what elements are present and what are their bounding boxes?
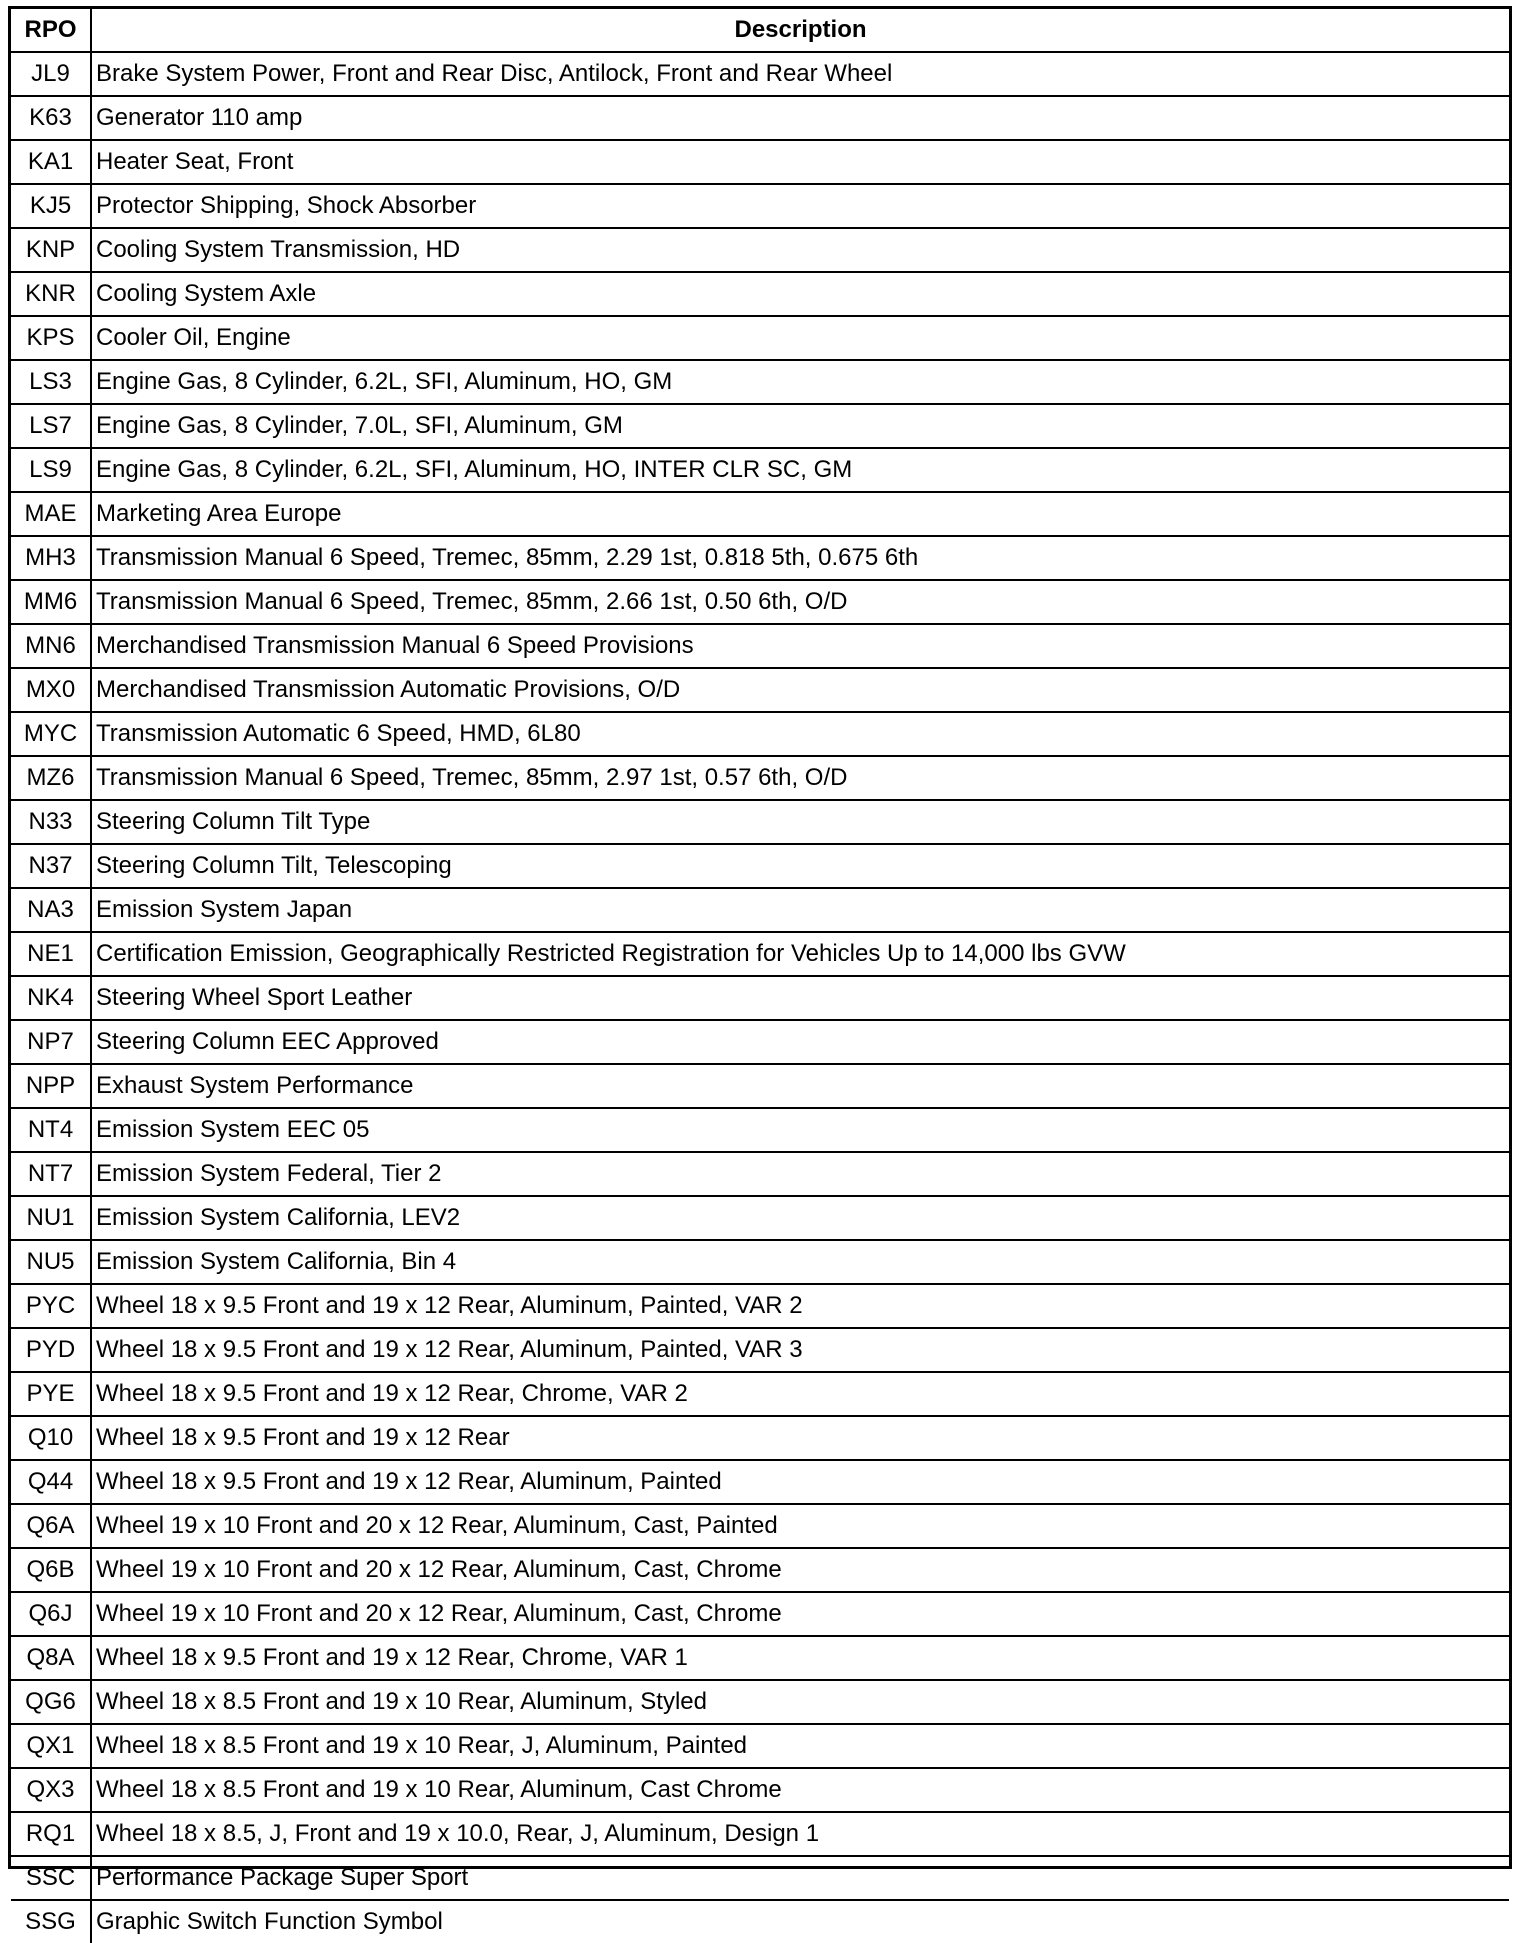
- table-row: [11, 624, 1509, 668]
- table-header-row: [11, 9, 1509, 52]
- rpo-code-cell: NE1: [11, 932, 91, 976]
- rpo-code-cell: NT7: [11, 1152, 91, 1196]
- rpo-code-cell: Q44: [11, 1460, 91, 1504]
- table-row: [11, 1636, 1509, 1680]
- description-cell: Wheel 18 x 8.5 Front and 19 x 10 Rear, J, Aluminum, Painted: [91, 1724, 1509, 1768]
- rpo-code-cell: QX3: [11, 1768, 91, 1812]
- table-row: [11, 932, 1509, 976]
- description-cell: Wheel 19 x 10 Front and 20 x 12 Rear, Aluminum, Cast, Painted: [91, 1504, 1509, 1548]
- description-cell: Transmission Manual 6 Speed, Tremec, 85mm, 2.29 1st, 0.818 5th, 0.675 6th: [91, 536, 1509, 580]
- rpo-code-cell: N37: [11, 844, 91, 888]
- rpo-code-cell: KNR: [11, 272, 91, 316]
- rpo-code-cell: SSG: [11, 1900, 91, 1943]
- description-cell: Emission System California, LEV2: [91, 1196, 1509, 1240]
- description-cell: Engine Gas, 8 Cylinder, 7.0L, SFI, Aluminum, GM: [91, 404, 1509, 448]
- description-cell: Transmission Automatic 6 Speed, HMD, 6L80: [91, 712, 1509, 756]
- table-row: [11, 1856, 1509, 1900]
- rpo-code-table: [11, 9, 1509, 1943]
- description-cell: Wheel 18 x 9.5 Front and 19 x 12 Rear, Chrome, VAR 1: [91, 1636, 1509, 1680]
- table-row: [11, 712, 1509, 756]
- table-row: [11, 1768, 1509, 1812]
- description-cell: Emission System EEC 05: [91, 1108, 1509, 1152]
- table-row: [11, 1064, 1509, 1108]
- description-cell: Wheel 19 x 10 Front and 20 x 12 Rear, Aluminum, Cast, Chrome: [91, 1548, 1509, 1592]
- description-cell: Brake System Power, Front and Rear Disc, Antilock, Front and Rear Wheel: [91, 52, 1509, 96]
- table-row: [11, 1196, 1509, 1240]
- rpo-code-cell: KPS: [11, 316, 91, 360]
- table-body: [11, 52, 1509, 1943]
- table-row: [11, 800, 1509, 844]
- description-cell: Wheel 18 x 9.5 Front and 19 x 12 Rear, Aluminum, Painted, VAR 3: [91, 1328, 1509, 1372]
- rpo-table: [8, 6, 1512, 1935]
- rpo-code-cell: PYD: [11, 1328, 91, 1372]
- rpo-code-cell: NK4: [11, 976, 91, 1020]
- rpo-code-cell: MZ6: [11, 756, 91, 800]
- description-cell: Wheel 18 x 8.5 Front and 19 x 10 Rear, Aluminum, Styled: [91, 1680, 1509, 1724]
- table-row: [11, 1680, 1509, 1724]
- description-cell: Transmission Manual 6 Speed, Tremec, 85mm, 2.66 1st, 0.50 6th, O/D: [91, 580, 1509, 624]
- rpo-code-cell: MYC: [11, 712, 91, 756]
- rpo-code-cell: NU1: [11, 1196, 91, 1240]
- table-row: [11, 52, 1509, 96]
- rpo-code-cell: NU5: [11, 1240, 91, 1284]
- table-row: [11, 1328, 1509, 1372]
- rpo-code-cell: LS3: [11, 360, 91, 404]
- rpo-code-cell: MH3: [11, 536, 91, 580]
- table-row: [11, 1240, 1509, 1284]
- table-row: [11, 1592, 1509, 1636]
- rpo-code-cell: K63: [11, 96, 91, 140]
- table-row: [11, 184, 1509, 228]
- description-cell: Emission System Japan: [91, 888, 1509, 932]
- description-cell: Steering Column Tilt, Telescoping: [91, 844, 1509, 888]
- table-row: [11, 360, 1509, 404]
- rpo-code-cell: N33: [11, 800, 91, 844]
- table-row: [11, 580, 1509, 624]
- description-cell: Cooling System Axle: [91, 272, 1509, 316]
- description-cell: Heater Seat, Front: [91, 140, 1509, 184]
- description-cell: Wheel 18 x 9.5 Front and 19 x 12 Rear, Chrome, VAR 2: [91, 1372, 1509, 1416]
- rpo-code-cell: KNP: [11, 228, 91, 272]
- rpo-code-cell: Q6J: [11, 1592, 91, 1636]
- rpo-code-cell: MM6: [11, 580, 91, 624]
- table-row: [11, 1724, 1509, 1768]
- description-cell: Wheel 18 x 9.5 Front and 19 x 12 Rear: [91, 1416, 1509, 1460]
- description-cell: Merchandised Transmission Automatic Provisions, O/D: [91, 668, 1509, 712]
- table-row: [11, 1152, 1509, 1196]
- description-cell: Steering Column Tilt Type: [91, 800, 1509, 844]
- description-cell: Performance Package Super Sport: [91, 1856, 1509, 1900]
- description-cell: Wheel 19 x 10 Front and 20 x 12 Rear, Aluminum, Cast, Chrome: [91, 1592, 1509, 1636]
- table-row: [11, 492, 1509, 536]
- rpo-code-cell: JL9: [11, 52, 91, 96]
- description-cell: Cooler Oil, Engine: [91, 316, 1509, 360]
- description-column-header: Description: [91, 9, 1509, 52]
- rpo-code-cell: LS9: [11, 448, 91, 492]
- table-row: [11, 976, 1509, 1020]
- table-row: [11, 1504, 1509, 1548]
- table-row: [11, 1548, 1509, 1592]
- rpo-code-cell: QX1: [11, 1724, 91, 1768]
- description-cell: Certification Emission, Geographically Restricted Registration for Vehicles Up to 14,000 lbs GVW: [91, 932, 1509, 976]
- description-cell: Engine Gas, 8 Cylinder, 6.2L, SFI, Aluminum, HO, GM: [91, 360, 1509, 404]
- table-row: [11, 536, 1509, 580]
- description-cell: Wheel 18 x 8.5, J, Front and 19 x 10.0, Rear, J, Aluminum, Design 1: [91, 1812, 1509, 1856]
- table-row: [11, 1284, 1509, 1328]
- table-row: [11, 1020, 1509, 1064]
- table-row: [11, 888, 1509, 932]
- table-row: [11, 1812, 1509, 1856]
- description-cell: Protector Shipping, Shock Absorber: [91, 184, 1509, 228]
- description-cell: Wheel 18 x 9.5 Front and 19 x 12 Rear, Aluminum, Painted, VAR 2: [91, 1284, 1509, 1328]
- table-row: [11, 1108, 1509, 1152]
- rpo-code-cell: PYE: [11, 1372, 91, 1416]
- rpo-code-cell: MX0: [11, 668, 91, 712]
- rpo-code-cell: Q10: [11, 1416, 91, 1460]
- rpo-code-cell: QG6: [11, 1680, 91, 1724]
- rpo-code-cell: SSC: [11, 1856, 91, 1900]
- table-row: [11, 140, 1509, 184]
- rpo-code-cell: NT4: [11, 1108, 91, 1152]
- table-row: [11, 844, 1509, 888]
- rpo-code-cell: NPP: [11, 1064, 91, 1108]
- table-row: [11, 448, 1509, 492]
- rpo-code-cell: Q6B: [11, 1548, 91, 1592]
- rpo-code-cell: NA3: [11, 888, 91, 932]
- table-row: [11, 1900, 1509, 1943]
- description-cell: Graphic Switch Function Symbol: [91, 1900, 1509, 1943]
- description-cell: Generator 110 amp: [91, 96, 1509, 140]
- rpo-code-cell: NP7: [11, 1020, 91, 1064]
- table-row: [11, 316, 1509, 360]
- description-cell: Emission System Federal, Tier 2: [91, 1152, 1509, 1196]
- description-cell: Engine Gas, 8 Cylinder, 6.2L, SFI, Aluminum, HO, INTER CLR SC, GM: [91, 448, 1509, 492]
- table-row: [11, 96, 1509, 140]
- description-cell: Steering Column EEC Approved: [91, 1020, 1509, 1064]
- table-row: [11, 404, 1509, 448]
- rpo-code-cell: Q8A: [11, 1636, 91, 1680]
- table-row: [11, 668, 1509, 712]
- description-cell: Marketing Area Europe: [91, 492, 1509, 536]
- table-row: [11, 272, 1509, 316]
- table-row: [11, 228, 1509, 272]
- description-cell: Steering Wheel Sport Leather: [91, 976, 1509, 1020]
- description-cell: Wheel 18 x 9.5 Front and 19 x 12 Rear, Aluminum, Painted: [91, 1460, 1509, 1504]
- rpo-code-cell: KJ5: [11, 184, 91, 228]
- rpo-code-cell: LS7: [11, 404, 91, 448]
- rpo-code-cell: MN6: [11, 624, 91, 668]
- description-cell: Emission System California, Bin 4: [91, 1240, 1509, 1284]
- rpo-code-cell: PYC: [11, 1284, 91, 1328]
- description-cell: Transmission Manual 6 Speed, Tremec, 85mm, 2.97 1st, 0.57 6th, O/D: [91, 756, 1509, 800]
- table-row: [11, 1416, 1509, 1460]
- description-cell: Merchandised Transmission Manual 6 Speed Provisions: [91, 624, 1509, 668]
- table-row: [11, 1372, 1509, 1416]
- description-cell: Wheel 18 x 8.5 Front and 19 x 10 Rear, Aluminum, Cast Chrome: [91, 1768, 1509, 1812]
- description-cell: Exhaust System Performance: [91, 1064, 1509, 1108]
- table-row: [11, 1460, 1509, 1504]
- rpo-code-cell: KA1: [11, 140, 91, 184]
- rpo-code-cell: Q6A: [11, 1504, 91, 1548]
- rpo-column-header: RPO: [11, 9, 91, 52]
- rpo-code-cell: MAE: [11, 492, 91, 536]
- table-row: [11, 756, 1509, 800]
- description-cell: Cooling System Transmission, HD: [91, 228, 1509, 272]
- rpo-code-cell: RQ1: [11, 1812, 91, 1856]
